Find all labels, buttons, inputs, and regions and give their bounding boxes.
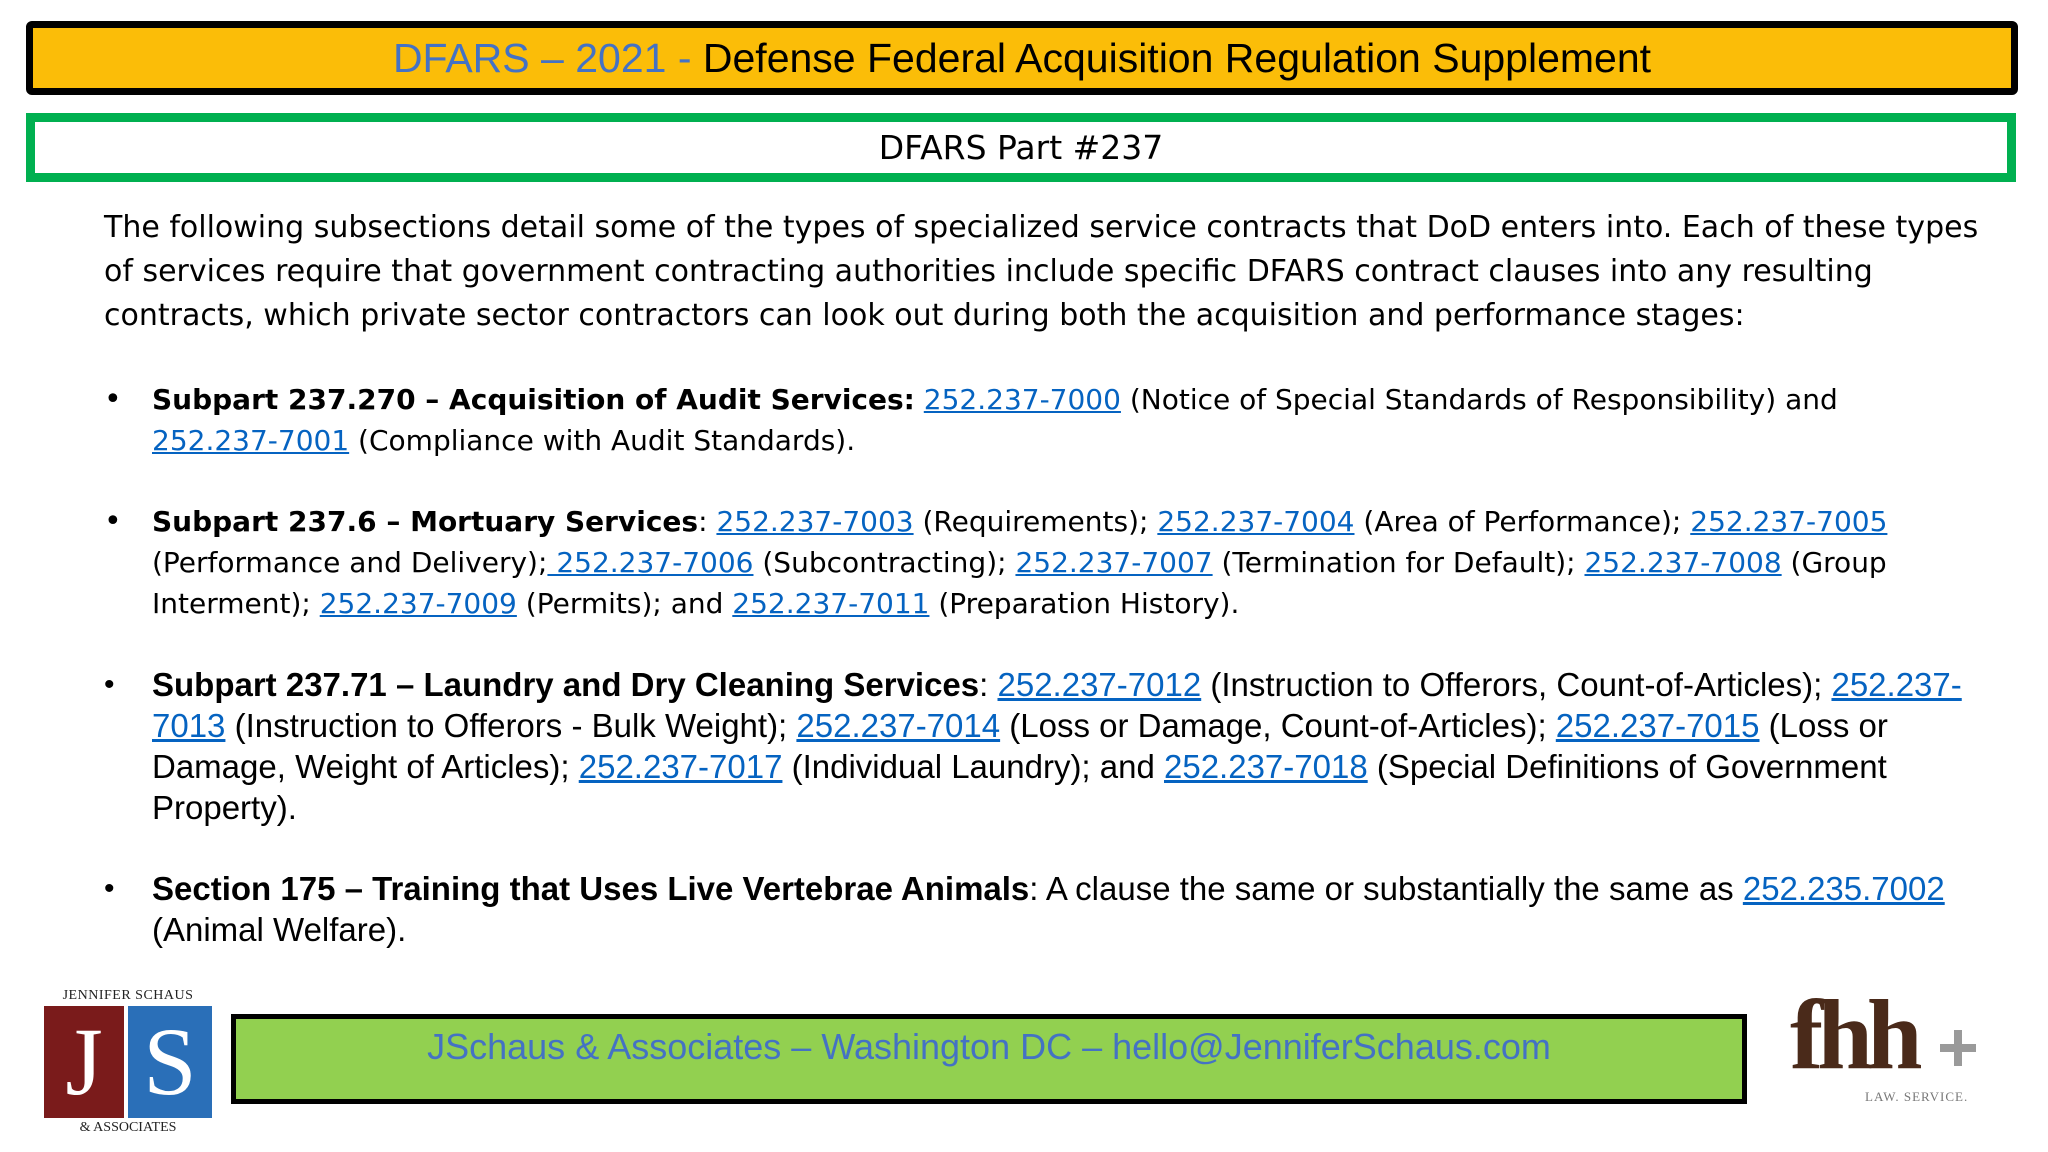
clause-link[interactable]: 252.237-7008 <box>1584 546 1782 579</box>
logo-top-text: JENNIFER SCHAUS <box>62 988 194 1003</box>
clause-text <box>915 383 924 416</box>
clause-link[interactable]: 252.237-7003 <box>716 505 914 538</box>
clause-text: (Preparation History). <box>929 587 1240 620</box>
fhh-logo-mark: fhh <box>1790 979 1917 1090</box>
clause-link[interactable]: 252.237-7007 <box>1015 546 1213 579</box>
clause-link[interactable]: 252.235.7002 <box>1742 870 1945 907</box>
clause-link[interactable]: 252.237-7000 <box>923 383 1121 416</box>
fhh-logo <box>1790 979 1990 1105</box>
clause-link[interactable]: 252.237-7004 <box>1157 505 1355 538</box>
clause-heading: Subpart 237.270 – Acquisition of Audit Services: <box>152 383 915 416</box>
subtitle: DFARS Part #237 <box>878 128 1164 167</box>
clause-text: : A clause the same or substantially the same as <box>1029 870 1743 907</box>
clause-link[interactable]: 252.237-7011 <box>732 587 930 620</box>
clause-text: (Requirements); <box>913 505 1158 538</box>
clause-text: (Area of Performance); <box>1354 505 1691 538</box>
subtitle-bar <box>26 113 2016 182</box>
clause-item <box>104 379 1964 461</box>
clause-item <box>104 664 1964 828</box>
intro-paragraph: The following subsections detail some of the types of specialized service contracts that DoD enters into. Each of these types of services require that government contracting authorities include specific DFARS contract clauses into any resulting contracts, which private sector contractors can look out during both the acquisition and performance stages: <box>104 210 1979 333</box>
clause-text: (Group Interment); <box>152 546 1887 620</box>
title-sep-1: – <box>529 35 576 81</box>
clause-text: (Animal Welfare). <box>152 911 407 948</box>
title-dfars: DFARS <box>392 35 530 81</box>
logo-letter-j: J <box>44 1006 124 1118</box>
clause-link[interactable]: 252.237-7001 <box>152 424 350 457</box>
jschaus-logo <box>44 988 212 1136</box>
clause-text: (Performance and Delivery); <box>152 546 548 579</box>
clause-text: (Termination for Default); <box>1212 546 1585 579</box>
logo-bottom-text: & ASSOCIATES <box>79 1120 177 1135</box>
logo-letter-s: S <box>128 1006 212 1118</box>
fhh-tagline: LAW. SERVICE. <box>1865 1089 1969 1104</box>
clause-text: (Loss or Damage, Count-of-Articles); <box>1000 707 1556 744</box>
clause-link[interactable]: 252.237-7015 <box>1555 707 1760 744</box>
clause-text: (Special Definitions of Government Property). <box>152 748 1887 826</box>
clause-text: : <box>979 666 998 703</box>
clause-text: : <box>698 505 717 538</box>
clause-text: (Instruction to Offerors, Count-of-Articles); <box>1201 666 1832 703</box>
footer-bar <box>231 1014 1747 1104</box>
clause-text: (Instruction to Offerors - Bulk Weight); <box>225 707 797 744</box>
clause-heading: Subpart 237.71 – Laundry and Dry Cleaning Services <box>152 666 980 703</box>
clause-link[interactable]: 252.237-7009 <box>319 587 517 620</box>
bullet-icon: • <box>104 382 122 417</box>
footer-contact: JSchaus & Associates – Washington DC – hello@JenniferSchaus.com <box>427 1026 1551 1067</box>
bullet-icon: • <box>104 872 115 905</box>
title-year: 2021 <box>575 35 667 81</box>
clause-link[interactable]: 252.237-7014 <box>796 707 1001 744</box>
clause-text: (Individual Laundry); and <box>782 748 1164 785</box>
clause-text: (Loss or Damage, Weight of Articles); <box>152 707 1888 785</box>
clause-text: (Subcontracting); <box>753 546 1016 579</box>
cross-icon <box>1940 1030 1976 1066</box>
title-bar <box>26 21 2018 95</box>
clause-heading: Section 175 – Training that Uses Live Vertebrae Animals <box>152 870 1030 907</box>
bullet-icon: • <box>104 668 115 701</box>
clause-link[interactable]: 252.237-7017 <box>578 748 783 785</box>
title-sep-2: - <box>666 35 703 81</box>
clause-link[interactable]: 252.237-7012 <box>997 666 1202 703</box>
clause-link[interactable]: 252.237-7005 <box>1690 505 1888 538</box>
clause-item <box>104 868 1964 950</box>
clause-list <box>104 379 1964 990</box>
clause-text: (Compliance with Audit Standards). <box>349 424 856 457</box>
clause-text: (Notice of Special Standards of Responsibility) and <box>1120 383 1838 416</box>
clause-link[interactable]: 252.237-7013 <box>152 666 1962 744</box>
clause-link[interactable]: 252.237-7018 <box>1164 748 1368 785</box>
clause-text: (Permits); and <box>516 587 733 620</box>
title-name: Defense Federal Acquisition Regulation Supplement <box>702 35 1652 81</box>
clause-link[interactable]: 252.237-7006 <box>547 546 754 579</box>
bullet-icon: • <box>104 504 122 539</box>
clause-heading: Subpart 237.6 – Mortuary Services <box>152 505 699 538</box>
clause-item <box>104 501 1964 624</box>
